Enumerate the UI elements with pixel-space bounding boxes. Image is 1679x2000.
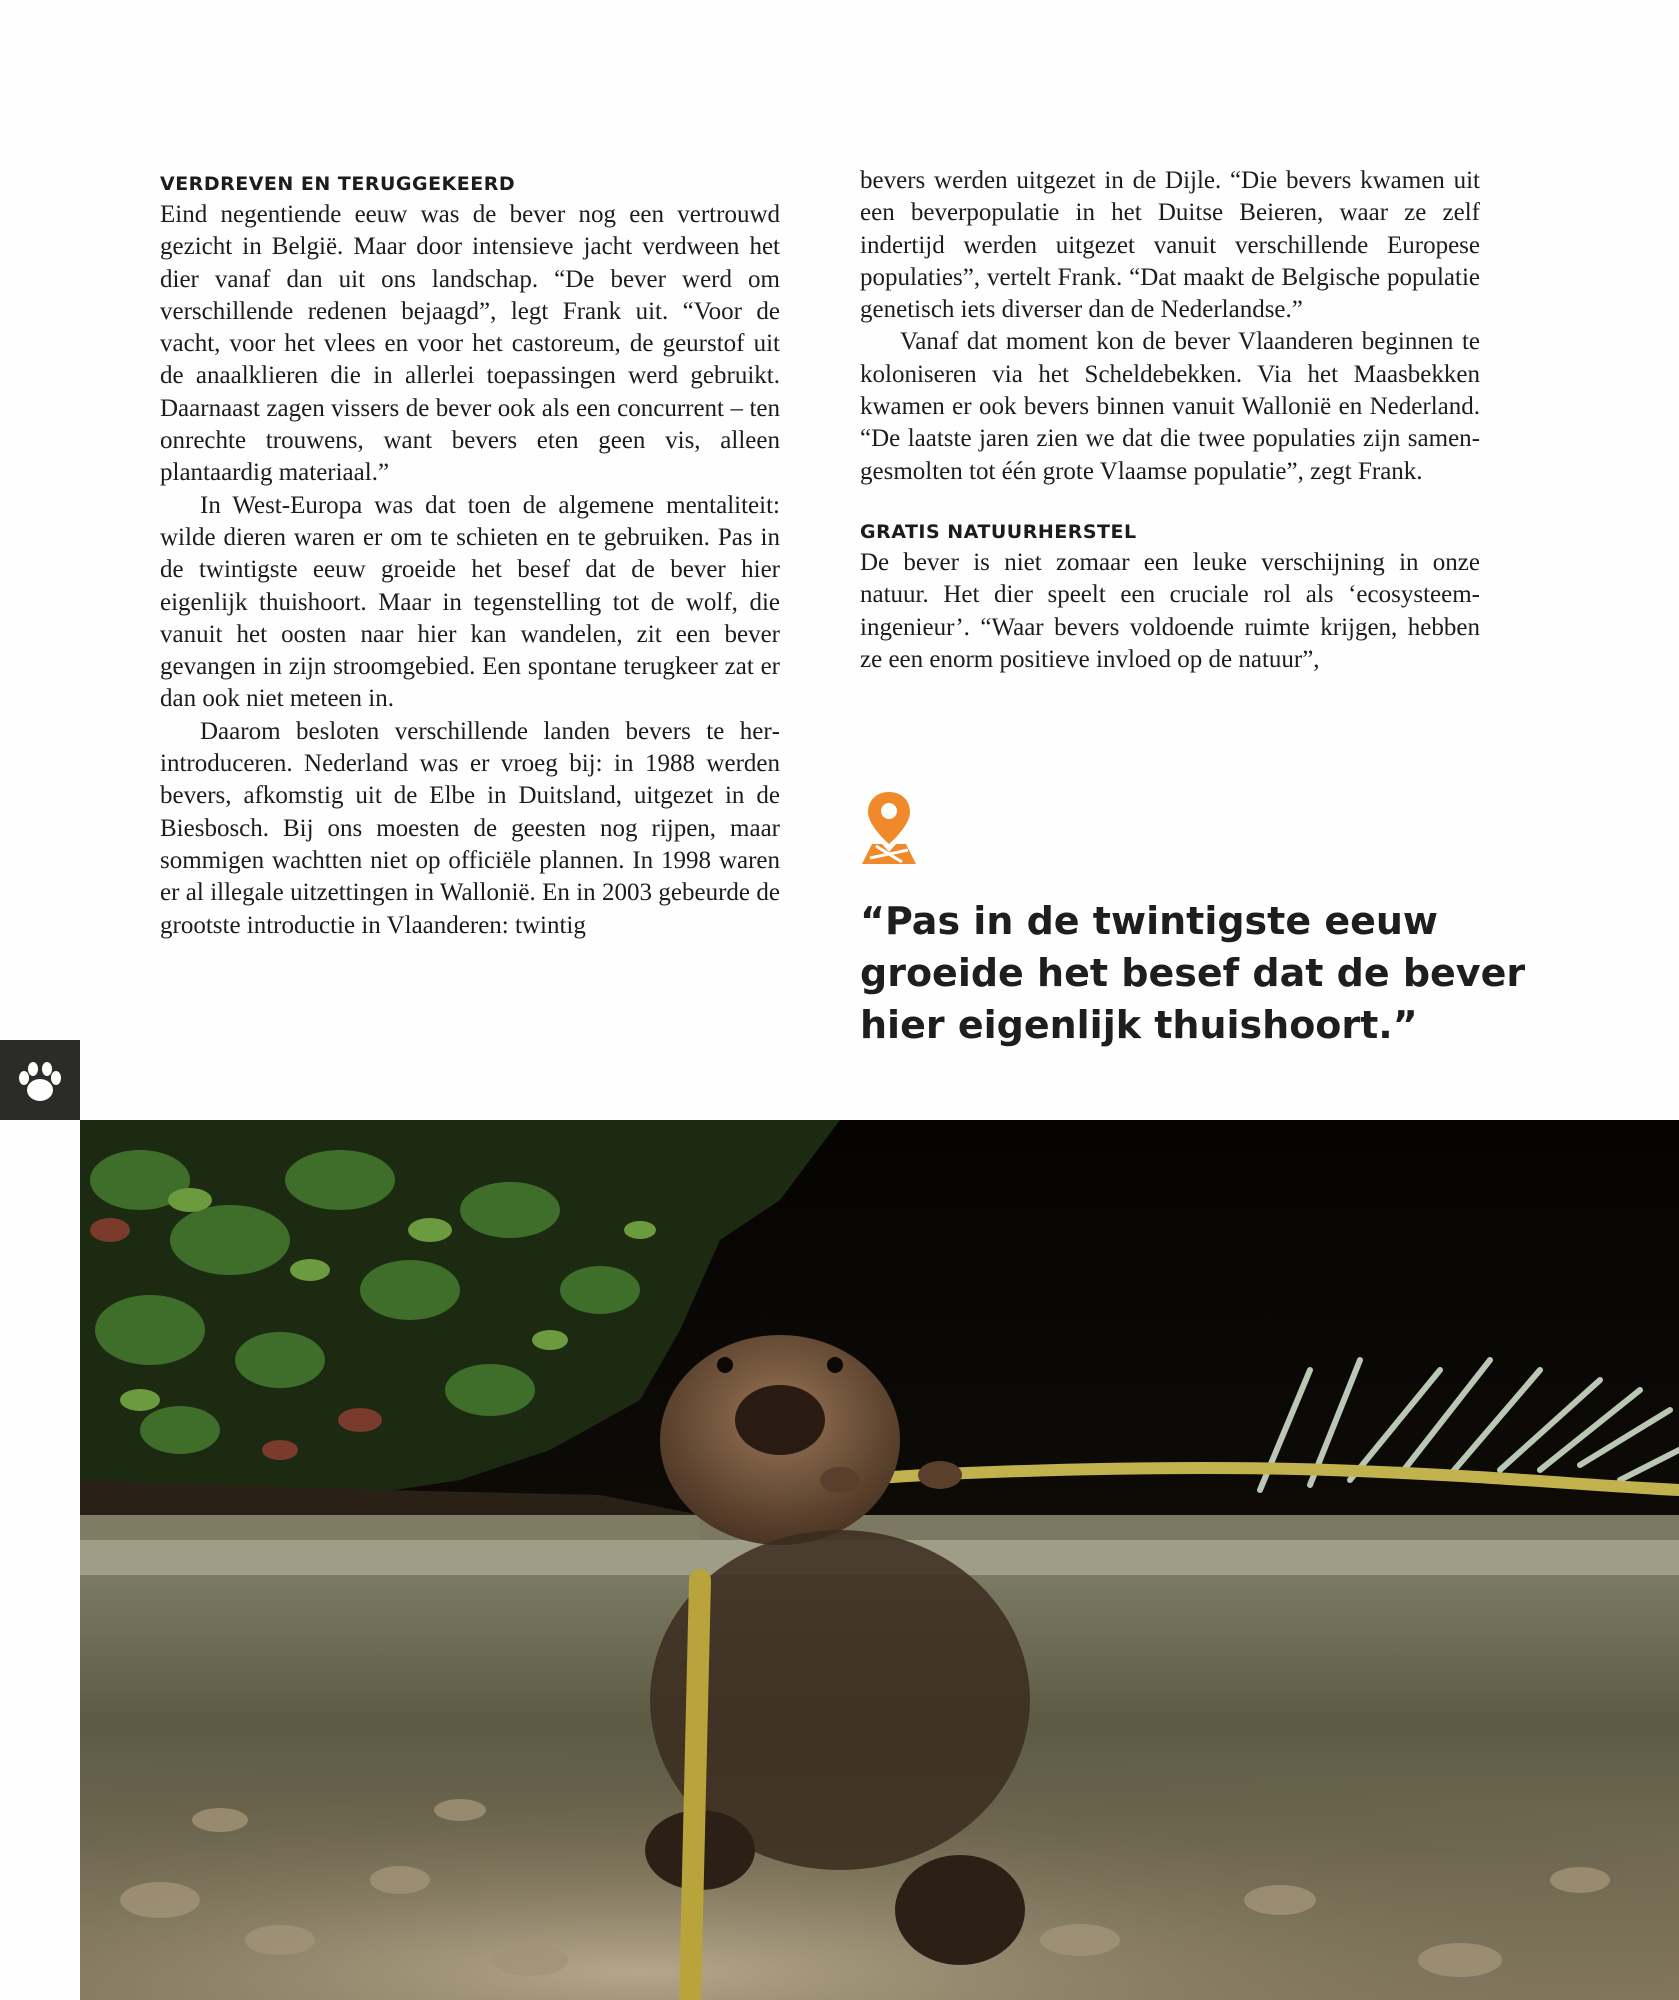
paragraph: Vanaf dat moment kon de bever Vlaanderen beginnen te koloniseren via het Scheldebekken. Via het Maasbekken kwamen er ook bevers binnen vanuit Wallonië en Nederland. “De laatste jaren zien we dat die twee populaties zijn samengesmolten tot één grote Vlaamse populatie”, zegt Frank. <box>860 328 1480 485</box>
paragraph: Daarom besloten verschillende landen bevers te herintroduceren. Nederland was er vroeg bij: in 1988 werden bevers, afkomstig uit de Elbe in Duitsland, uitgezet in de Biesbosch. Bij ons moesten de geesten nog rijpen, maar sommigen wachtten niet op officiële plannen. In 1998 waren er al illegale uitzettingen in Wallonië. En in 2003 gebeurde de grootste introductie in Vlaanderen: twintig <box>160 717 780 939</box>
section-heading: GRATIS NATUURHERSTEL <box>860 520 1137 543</box>
paragraph: Eind negentiende eeuw was de bever nog een vertrouwd gezicht in België. Maar door intensieve jacht verdween het dier vanaf dan uit ons landschap. “De bever werd om verschillende redenen bejaagd”, legt Frank uit. “Voor de vacht, voor het vlees en voor het castoreum, de geurstof uit de anaalklieren die in allerlei toepassingen werd gebruikt. Daarnaast zagen vissers de bever ook als een concurrent – ten onrechte trouwens, want bevers eten geen vis, alleen plantaardig materiaal.” <box>160 201 780 487</box>
location-pin-icon <box>858 788 920 866</box>
beaver-photo-illustration <box>80 1120 1679 2000</box>
paw-badge <box>0 1040 80 1120</box>
paragraph: In West-Europa was dat toen de algemene mentaliteit: wilde dieren waren er om te schieten en te gebruiken. Pas in de twintigste eeuw groeide het besef dat de bever hier eigenlijk thuishoort. Maar in tegenstelling tot de wolf, die vanuit het oosten naar hier kan wandelen, zit een bever gevangen in zijn stroomgebied. Een spontane terugkeer zat er dan ook niet meteen in. <box>160 491 780 713</box>
paw-icon <box>0 1040 80 1120</box>
left-column <box>160 165 780 942</box>
section-heading: VERDREVEN EN TERUGGEKEERD <box>160 173 516 195</box>
beaver-photo <box>80 1120 1679 2000</box>
right-column <box>860 165 1480 676</box>
paragraph: bevers werden uitgezet in de Dijle. “Die bevers kwamen uit een beverpopulatie in het Duitse Beieren, waar ze zelf indertijd werden uitgezet vanuit verschillende Europese populaties”, vertelt Frank. “Dat maakt de Belgische populatie genetisch iets diverser dan de Nederlandse.” <box>860 167 1480 324</box>
pull-quote: “Pas in de twintigste eeuw groeide het besef dat de bever hier eigenlijk thuishoort.” <box>860 899 1526 1047</box>
paragraph: De bever is niet zomaar een leuke verschijning in onze natuur. Het dier speelt een cruciale rol als ‘ecosysteemingenieur’. “Waar bevers voldoende ruimte krijgen, hebben ze een enorm positieve invloed op de natuur”, <box>860 548 1480 673</box>
